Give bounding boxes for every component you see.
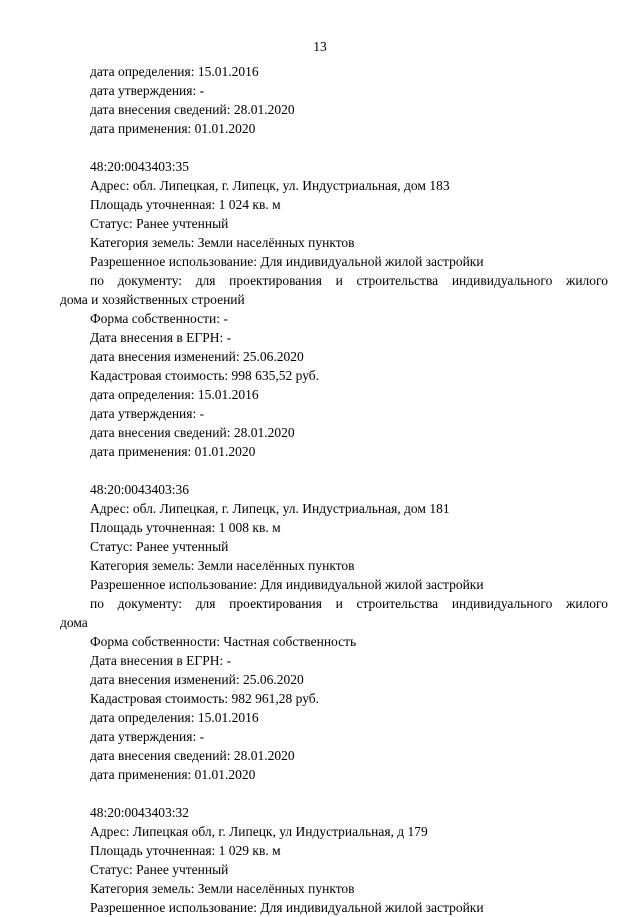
record-change-date: дата внесения изменений: 25.06.2020: [90, 672, 304, 687]
record-area: Площадь уточненная: 1 029 кв. м: [90, 843, 281, 858]
record-land-category: Категория земель: Земли населённых пунктов: [90, 235, 355, 250]
record-48-20-0043403-32: [60, 803, 608, 917]
record-document-use: по документу: для проектирования и строительства индивидуального жилого: [90, 596, 608, 611]
record-approval-date: дата утверждения: -: [90, 406, 205, 421]
record-approval-date: дата утверждения: -: [90, 729, 205, 744]
record-document-use: по документу: для проектирования и строительства индивидуального жилого: [90, 273, 608, 288]
record-document-use-continued: дома и хозяйственных строений: [60, 292, 245, 307]
record-ownership-form: Форма собственности: Частная собственность: [90, 634, 357, 649]
record-area: Площадь уточненная: 1 024 кв. м: [90, 197, 281, 212]
record-land-category: Категория земель: Земли населённых пунктов: [90, 558, 355, 573]
record-status: Статус: Ранее учтенный: [90, 539, 229, 554]
record-address: Адрес: Липецкая обл, г. Липецк, ул Индустриальная, д 179: [90, 824, 428, 839]
record-line: дата внесения сведений: 28.01.2020: [90, 102, 295, 117]
record-entry-date: дата внесения сведений: 28.01.2020: [90, 425, 295, 440]
record-egrn-date: Дата внесения в ЕГРН: -: [90, 330, 232, 345]
record-cadastral-value: Кадастровая стоимость: 982 961,28 руб.: [90, 691, 320, 706]
record-document-use-continued: дома: [60, 615, 88, 630]
cadastral-number: 48:20:0043403:32: [90, 805, 190, 820]
record-address: Адрес: обл. Липецкая, г. Липецк, ул. Индустриальная, дом 183: [90, 178, 450, 193]
record-determination-date: дата определения: 15.01.2016: [90, 387, 259, 402]
record-ownership-form: Форма собственности: -: [90, 311, 228, 326]
record-land-category: Категория земель: Земли населённых пунктов: [90, 881, 355, 896]
page-number: 13: [313, 39, 327, 54]
record-48-20-0043403-36: [60, 480, 608, 784]
record-area: Площадь уточненная: 1 008 кв. м: [90, 520, 281, 535]
record-status: Статус: Ранее учтенный: [90, 216, 229, 231]
cadastral-number: 48:20:0043403:35: [90, 159, 190, 174]
record-status: Статус: Ранее учтенный: [90, 862, 229, 877]
record-line: дата утверждения: -: [90, 83, 205, 98]
record-address: Адрес: обл. Липецкая, г. Липецк, ул. Индустриальная, дом 181: [90, 501, 450, 516]
record-change-date: дата внесения изменений: 25.06.2020: [90, 349, 304, 364]
record-egrn-date: Дата внесения в ЕГРН: -: [90, 653, 232, 668]
cadastral-number: 48:20:0043403:36: [90, 482, 190, 497]
record-48-20-0043403-35: [60, 157, 608, 461]
record-line: дата применения: 01.01.2020: [90, 121, 256, 136]
record-cadastral-value: Кадастровая стоимость: 998 635,52 руб.: [90, 368, 320, 383]
record-determination-date: дата определения: 15.01.2016: [90, 710, 259, 725]
record-application-date: дата применения: 01.01.2020: [90, 767, 256, 782]
record-permitted-use: Разрешенное использование: Для индивидуальной жилой застройки: [90, 900, 484, 915]
record-permitted-use: Разрешенное использование: Для индивидуальной жилой застройки: [90, 577, 484, 592]
record-line: дата определения: 15.01.2016: [90, 64, 259, 79]
document-body: [60, 62, 608, 917]
record-entry-date: дата внесения сведений: 28.01.2020: [90, 748, 295, 763]
record-continuation: [60, 62, 608, 138]
record-application-date: дата применения: 01.01.2020: [90, 444, 256, 459]
record-permitted-use: Разрешенное использование: Для индивидуальной жилой застройки: [90, 254, 484, 269]
